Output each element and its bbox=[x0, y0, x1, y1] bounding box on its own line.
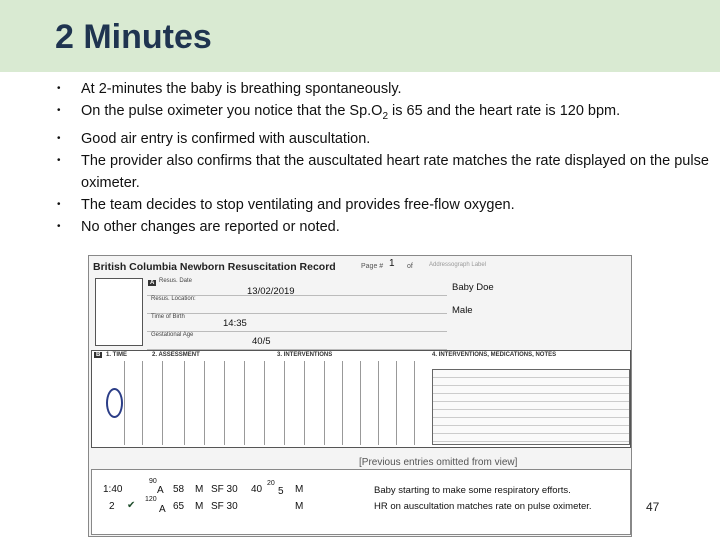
bullet-icon: • bbox=[57, 154, 61, 166]
row2-m1: M bbox=[195, 501, 204, 512]
resuscitation-grid bbox=[91, 350, 631, 448]
circled-mark bbox=[106, 388, 123, 418]
row2-time: 2 bbox=[109, 501, 115, 512]
target-spo2-box bbox=[95, 278, 143, 346]
bullet-icon: • bbox=[57, 83, 61, 94]
row1-m1: M bbox=[195, 484, 204, 495]
row1-m2: M bbox=[295, 484, 304, 495]
grid-divider bbox=[378, 361, 379, 445]
baby-name-value: Baby Doe bbox=[452, 282, 494, 293]
bullet-icon: • bbox=[57, 105, 61, 116]
grid-divider bbox=[324, 361, 325, 445]
row1-v2: 20 bbox=[267, 480, 275, 487]
row-gestational-age: Gestational Age bbox=[147, 332, 447, 350]
grid-divider bbox=[414, 361, 415, 445]
row-time-of-birth: Time of Birth bbox=[147, 314, 447, 332]
bullet-6: • No other changes are reported or noted. bbox=[55, 216, 715, 238]
addressograph-stamp: Addressograph Label bbox=[429, 262, 487, 268]
row1-v1: 40 bbox=[251, 484, 263, 495]
meds-header: 4. INTERVENTIONS, MEDICATIONS, NOTES bbox=[432, 352, 557, 358]
grid-divider bbox=[224, 361, 225, 445]
page-value: 1 bbox=[389, 258, 395, 269]
bullet-2: • On the pulse oximeter you notice that the $Sp.O_2$ is 65 and the heart rate is 120 bpm. bbox=[55, 100, 715, 128]
grid-divider bbox=[264, 361, 265, 445]
row2-note: HR on auscultation matches rate on pulse oximeter. bbox=[374, 501, 592, 512]
row2-spo2: 65 bbox=[173, 501, 185, 512]
grid-divider bbox=[396, 361, 397, 445]
grid-divider bbox=[360, 361, 361, 445]
grid-divider bbox=[284, 361, 285, 445]
bullet-3: • Good air entry is confirmed with auscultation. bbox=[55, 128, 715, 150]
slide-title: 2 Minutes bbox=[55, 18, 212, 56]
grid-divider bbox=[304, 361, 305, 445]
header-rows bbox=[147, 278, 447, 348]
bullet-list bbox=[55, 78, 715, 238]
row-resus-location: Resus. Location: bbox=[147, 296, 447, 314]
grid-divider bbox=[244, 361, 245, 445]
checkmark-icon: ✔ bbox=[127, 500, 136, 511]
row2-hr: 120 bbox=[145, 496, 157, 503]
slide-page-number: 47 bbox=[646, 500, 660, 514]
grid-divider bbox=[204, 361, 205, 445]
section-a-marker: A bbox=[150, 280, 155, 286]
grid-divider bbox=[142, 361, 143, 445]
resuscitation-record-form bbox=[88, 255, 632, 537]
row1-arrow-icon: A bbox=[157, 485, 164, 496]
bullet-1: • At 2-minutes the baby is breathing spontaneously. bbox=[55, 78, 715, 100]
grid-divider bbox=[124, 361, 125, 445]
time-of-birth-value: 14:35 bbox=[223, 318, 247, 329]
bullet-icon: • bbox=[57, 132, 61, 144]
grid-divider bbox=[342, 361, 343, 445]
time-header: 1. TIME bbox=[106, 352, 128, 358]
page-label: Page # bbox=[361, 263, 384, 270]
row1-hr: 90 bbox=[149, 478, 157, 485]
grid-divider bbox=[184, 361, 185, 445]
resus-date-value: 13/02/2019 bbox=[247, 286, 295, 297]
interventions-header: 3. INTERVENTIONS bbox=[277, 352, 333, 358]
gestational-age-value: 40/5 bbox=[252, 336, 271, 347]
row2-m2: M bbox=[295, 501, 304, 512]
section-b-marker: B bbox=[96, 352, 101, 358]
bullet-icon: • bbox=[57, 198, 61, 210]
sex-value: Male bbox=[452, 305, 473, 316]
omitted-entries-note: [Previous entries omitted from view] bbox=[359, 457, 518, 468]
drug-dosing-table bbox=[432, 369, 630, 445]
assessment-header: 2. ASSESSMENT bbox=[152, 352, 200, 358]
row2-arrow-icon: A bbox=[159, 504, 166, 515]
bullet-4: • The provider also confirms that the auscultated heart rate matches the rate displayed on the pulse oximeter. bbox=[55, 150, 715, 194]
bullet-5: • The team decides to stop ventilating and provides free-flow oxygen. bbox=[55, 194, 715, 216]
grid-divider bbox=[162, 361, 163, 445]
row1-note: Baby starting to make some respiratory efforts. bbox=[374, 485, 571, 496]
row1-v3: 5 bbox=[278, 486, 284, 497]
row1-time: 1:40 bbox=[103, 484, 123, 495]
row-resus-date: Resus. Date bbox=[147, 278, 447, 296]
row2-sf: SF 30 bbox=[211, 501, 238, 512]
form-title: British Columbia Newborn Resuscitation Record bbox=[93, 261, 336, 273]
row1-sf: SF 30 bbox=[211, 484, 238, 495]
bullet-icon: • bbox=[57, 220, 61, 232]
row1-spo2: 58 bbox=[173, 484, 185, 495]
page-of-label: of bbox=[407, 263, 413, 270]
